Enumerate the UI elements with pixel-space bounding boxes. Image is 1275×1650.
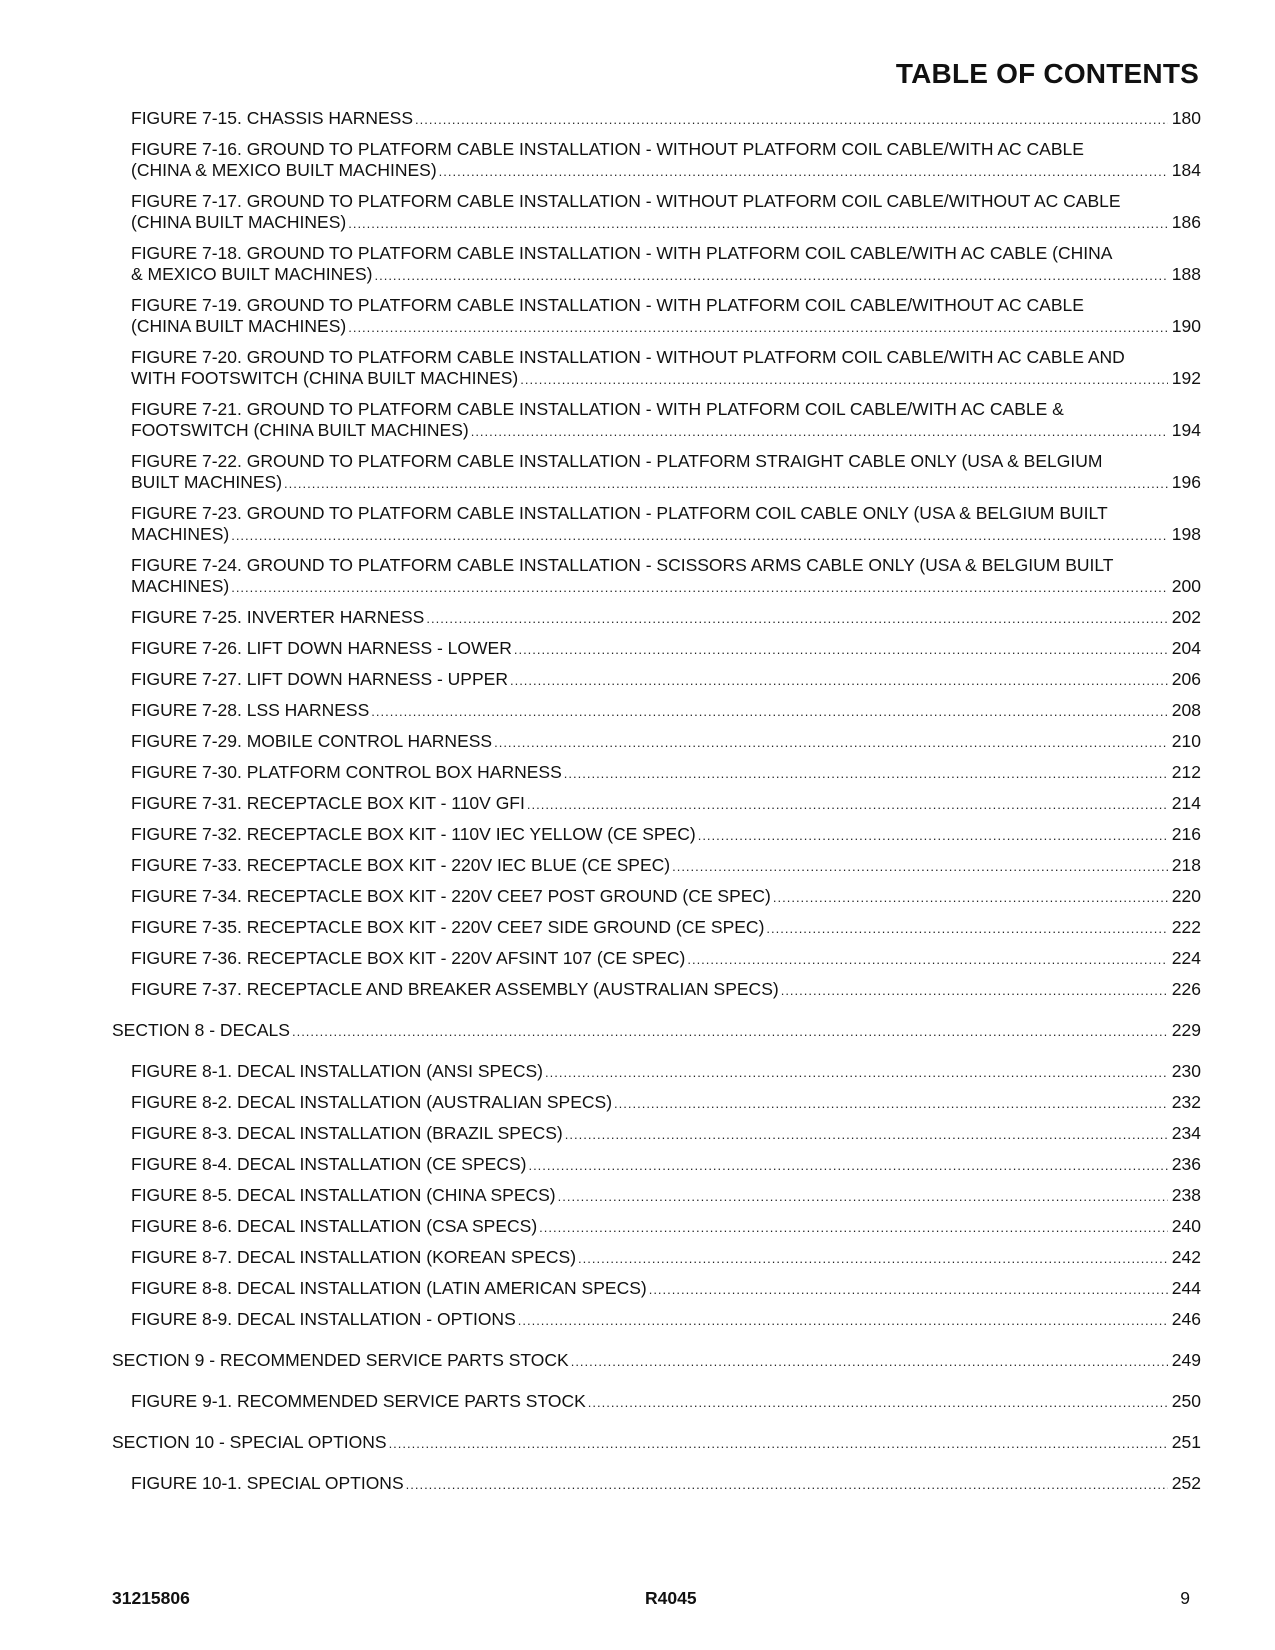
entry-title: & MEXICO BUILT MACHINES) (131, 264, 373, 284)
toc-section-entry[interactable] (112, 1020, 1201, 1042)
entry-title: FIGURE 8-4. DECAL INSTALLATION (CE SPECS) (131, 1154, 527, 1174)
entry-title: FIGURE 7-15. CHASSIS HARNESS (131, 108, 414, 128)
entry-last-line (112, 1350, 1201, 1372)
dot-leader (510, 670, 1168, 691)
entry-title: FIGURE 8-3. DECAL INSTALLATION (BRAZIL SPECS) (131, 1123, 563, 1143)
dot-leader (539, 1217, 1168, 1238)
entry-page-number: 226 (1171, 979, 1201, 999)
toc-figure-entry[interactable] (131, 638, 1201, 660)
entry-title: (CHINA BUILT MACHINES) (131, 212, 347, 232)
entry-last-line (131, 524, 1201, 546)
entry-title: FIGURE 7-31. RECEPTACLE BOX KIT - 110V GFI (131, 793, 525, 813)
toc-figure-entry[interactable] (131, 191, 1201, 234)
entry-page-number: 238 (1171, 1185, 1201, 1205)
entry-last-line (131, 855, 1201, 877)
toc-figure-entry[interactable] (131, 108, 1201, 130)
entry-last-line (131, 1154, 1201, 1176)
entry-title: BUILT MACHINES) (131, 472, 283, 492)
toc-figure-entry[interactable] (131, 1061, 1201, 1083)
toc-figure-entry[interactable] (131, 1092, 1201, 1114)
entry-last-line (131, 108, 1201, 130)
toc-figure-entry[interactable] (131, 731, 1201, 753)
toc-figure-entry[interactable] (131, 503, 1201, 546)
entry-title: FIGURE 7-27. LIFT DOWN HARNESS - UPPER (131, 669, 508, 689)
toc-figure-entry[interactable] (131, 700, 1201, 722)
entry-last-line (131, 731, 1201, 753)
entry-title: FIGURE 8-9. DECAL INSTALLATION - OPTIONS (131, 1309, 516, 1329)
entry-last-line (131, 160, 1201, 182)
entry-title: FIGURE 7-30. PLATFORM CONTROL BOX HARNESS (131, 762, 562, 782)
entry-title: FIGURE 8-1. DECAL INSTALLATION (ANSI SPECS) (131, 1061, 543, 1081)
entry-last-line (131, 979, 1201, 1001)
entry-page-number: 251 (1171, 1432, 1201, 1452)
entry-title: WITH FOOTSWITCH (CHINA BUILT MACHINES) (131, 368, 519, 388)
entry-title-line: FIGURE 7-19. GROUND TO PLATFORM CABLE INSTALLATION - WITH PLATFORM COIL CABLE/WITHOUT AC CABLE (131, 295, 1084, 315)
entry-page-number: 240 (1171, 1216, 1201, 1236)
page-title: TABLE OF CONTENTS (895, 58, 1199, 89)
entry-title: FIGURE 7-36. RECEPTACLE BOX KIT - 220V AFSINT 107 (CE SPEC) (131, 948, 686, 968)
dot-leader (528, 1155, 1167, 1176)
entry-title-line: FIGURE 7-23. GROUND TO PLATFORM CABLE INSTALLATION - PLATFORM COIL CABLE ONLY (USA & BELGIUM BUILT (131, 503, 1108, 523)
entry-title: FIGURE 8-6. DECAL INSTALLATION (CSA SPECS) (131, 1216, 538, 1236)
entry-last-line (131, 368, 1201, 390)
entry-last-line (131, 316, 1201, 338)
toc-figure-entry[interactable] (131, 917, 1201, 939)
toc-figure-entry[interactable] (131, 1123, 1201, 1145)
toc-figure-entry[interactable] (131, 793, 1201, 815)
toc-section-entry[interactable] (112, 1432, 1201, 1454)
entry-last-line (131, 917, 1201, 939)
toc-figure-entry[interactable] (131, 295, 1201, 338)
entry-title: FIGURE 7-29. MOBILE CONTROL HARNESS (131, 731, 493, 751)
entry-page-number: 210 (1171, 731, 1201, 751)
dot-leader (672, 856, 1168, 877)
entry-title: (CHINA BUILT MACHINES) (131, 316, 347, 336)
dot-leader (231, 525, 1168, 546)
dot-leader (406, 1474, 1168, 1495)
toc-figure-entry[interactable] (131, 555, 1201, 598)
dot-leader (698, 825, 1168, 846)
entry-page-number: 220 (1171, 886, 1201, 906)
dot-leader (389, 1433, 1168, 1454)
entry-last-line (131, 1473, 1201, 1495)
entry-page-number: 232 (1171, 1092, 1201, 1112)
dot-leader (773, 887, 1168, 908)
dot-leader (545, 1062, 1168, 1083)
entry-last-line (131, 886, 1201, 908)
toc-figure-entry[interactable] (131, 855, 1201, 877)
entry-page-number: 246 (1171, 1309, 1201, 1329)
dot-leader (471, 421, 1168, 442)
entry-title: FIGURE 7-28. LSS HARNESS (131, 700, 370, 720)
entry-page-number: 244 (1171, 1278, 1201, 1298)
entry-title: FIGURE 7-26. LIFT DOWN HARNESS - LOWER (131, 638, 512, 658)
toc-figure-entry[interactable] (131, 669, 1201, 691)
entry-last-line (131, 212, 1201, 234)
entry-title-line: FIGURE 7-21. GROUND TO PLATFORM CABLE INSTALLATION - WITH PLATFORM COIL CABLE/WITH AC CABLE & (131, 399, 1064, 419)
toc-figure-entry[interactable] (131, 1185, 1201, 1207)
dot-leader (766, 918, 1167, 939)
entry-title: FIGURE 8-2. DECAL INSTALLATION (AUSTRALIAN SPECS) (131, 1092, 613, 1112)
toc-figure-entry[interactable] (131, 762, 1201, 784)
entry-page-number: 190 (1171, 316, 1201, 336)
entry-title: FIGURE 7-35. RECEPTACLE BOX KIT - 220V CEE7 SIDE GROUND (CE SPEC) (131, 917, 765, 937)
toc-figure-entry[interactable] (131, 139, 1201, 182)
entry-title: FOOTSWITCH (CHINA BUILT MACHINES) (131, 420, 469, 440)
toc-figure-entry[interactable] (131, 1154, 1201, 1176)
dot-leader (571, 1351, 1168, 1372)
dot-leader (578, 1248, 1168, 1269)
entry-title: FIGURE 7-32. RECEPTACLE BOX KIT - 110V IEC YELLOW (CE SPEC) (131, 824, 696, 844)
entry-page-number: 200 (1171, 576, 1201, 596)
dot-leader (558, 1186, 1168, 1207)
entry-page-number: 229 (1171, 1020, 1201, 1040)
entry-page-number: 188 (1171, 264, 1201, 284)
entry-page-number: 186 (1171, 212, 1201, 232)
entry-last-line (131, 1247, 1201, 1269)
entry-page-number: 196 (1171, 472, 1201, 492)
dot-leader (371, 701, 1168, 722)
entry-title-line: FIGURE 7-16. GROUND TO PLATFORM CABLE INSTALLATION - WITHOUT PLATFORM COIL CABLE/WITH AC CABLE (131, 139, 1084, 159)
entry-page-number: 252 (1171, 1473, 1201, 1493)
dot-leader (520, 369, 1168, 390)
entry-page-number: 242 (1171, 1247, 1201, 1267)
toc-figure-entry[interactable] (131, 1309, 1201, 1331)
entry-page-number: 222 (1171, 917, 1201, 937)
entry-page-number: 204 (1171, 638, 1201, 658)
entry-title-line: FIGURE 7-17. GROUND TO PLATFORM CABLE INSTALLATION - WITHOUT PLATFORM COIL CABLE/WITHOUT AC CABLE (131, 191, 1121, 211)
entry-page-number: 214 (1171, 793, 1201, 813)
entry-last-line (131, 1092, 1201, 1114)
dot-leader (426, 608, 1167, 629)
toc-figure-entry[interactable] (131, 607, 1201, 629)
dot-leader (374, 265, 1167, 286)
entry-page-number: 212 (1171, 762, 1201, 782)
entry-last-line (131, 793, 1201, 815)
toc-figure-entry[interactable] (131, 824, 1201, 846)
toc-figure-entry[interactable] (131, 1473, 1201, 1495)
dot-leader (439, 161, 1168, 182)
entry-last-line (131, 638, 1201, 660)
dot-leader (494, 732, 1168, 753)
dot-leader (518, 1310, 1168, 1331)
entry-last-line (131, 607, 1201, 629)
entry-page-number: 236 (1171, 1154, 1201, 1174)
entry-last-line (131, 1185, 1201, 1207)
toc-figure-entry[interactable] (131, 243, 1201, 286)
entry-page-number: 230 (1171, 1061, 1201, 1081)
entry-last-line (131, 1278, 1201, 1300)
dot-leader (348, 213, 1168, 234)
entry-last-line (131, 1309, 1201, 1331)
dot-leader (231, 577, 1168, 598)
entry-last-line (112, 1020, 1201, 1042)
entry-page-number: 180 (1171, 108, 1201, 128)
entry-page-number: 208 (1171, 700, 1201, 720)
entry-last-line (131, 576, 1201, 598)
dot-leader (527, 794, 1168, 815)
entry-title: FIGURE 7-33. RECEPTACLE BOX KIT - 220V IEC BLUE (CE SPEC) (131, 855, 671, 875)
entry-last-line (131, 1061, 1201, 1083)
entry-last-line (131, 762, 1201, 784)
entry-title: FIGURE 8-5. DECAL INSTALLATION (CHINA SPECS) (131, 1185, 556, 1205)
entry-page-number: 249 (1171, 1350, 1201, 1370)
toc-figure-entry[interactable] (131, 451, 1201, 494)
entry-title-line: FIGURE 7-22. GROUND TO PLATFORM CABLE INSTALLATION - PLATFORM STRAIGHT CABLE ONLY (USA & BELGIUM (131, 451, 1103, 471)
entry-page-number: 202 (1171, 607, 1201, 627)
entry-page-number: 224 (1171, 948, 1201, 968)
entry-page-number: 192 (1171, 368, 1201, 388)
footer-doc-number: 31215806 (112, 1588, 190, 1608)
entry-title: FIGURE 7-25. INVERTER HARNESS (131, 607, 425, 627)
entry-last-line (131, 264, 1201, 286)
footer-page-number: 9 (1180, 1588, 1190, 1608)
dot-leader (348, 317, 1168, 338)
entry-page-number: 250 (1171, 1391, 1201, 1411)
dot-leader (614, 1093, 1168, 1114)
toc-figure-entry[interactable] (131, 1278, 1201, 1300)
toc-figure-entry[interactable] (131, 886, 1201, 908)
entry-page-number: 184 (1171, 160, 1201, 180)
dot-leader (588, 1392, 1168, 1413)
entry-title: (CHINA & MEXICO BUILT MACHINES) (131, 160, 437, 180)
entry-title: FIGURE 8-8. DECAL INSTALLATION (LATIN AMERICAN SPECS) (131, 1278, 647, 1298)
entry-last-line (131, 824, 1201, 846)
toc-figure-entry[interactable] (131, 347, 1201, 390)
entry-title: FIGURE 10-1. SPECIAL OPTIONS (131, 1473, 404, 1493)
toc-section-entry[interactable] (112, 1350, 1201, 1372)
table-of-contents (0, 108, 1275, 1495)
toc-figure-entry[interactable] (131, 979, 1201, 1001)
dot-leader (415, 109, 1168, 130)
entry-title: FIGURE 7-34. RECEPTACLE BOX KIT - 220V CEE7 POST GROUND (CE SPEC) (131, 886, 771, 906)
entry-title-line: FIGURE 7-18. GROUND TO PLATFORM CABLE INSTALLATION - WITH PLATFORM COIL CABLE/WITH AC CABLE (CHINA (131, 243, 1113, 263)
footer-model: R4045 (645, 1588, 697, 1608)
entry-last-line (131, 1391, 1201, 1413)
toc-figure-entry[interactable] (131, 399, 1201, 442)
entry-last-line (131, 1123, 1201, 1145)
entry-last-line (131, 700, 1201, 722)
entry-last-line (131, 669, 1201, 691)
entry-title: MACHINES) (131, 576, 230, 596)
entry-last-line (131, 948, 1201, 970)
dot-leader (565, 1124, 1168, 1145)
entry-title: SECTION 8 - DECALS (112, 1020, 290, 1040)
entry-last-line (131, 1216, 1201, 1238)
entry-title-line: FIGURE 7-20. GROUND TO PLATFORM CABLE INSTALLATION - WITHOUT PLATFORM COIL CABLE/WITH AC CABLE AND (131, 347, 1125, 367)
dot-leader (564, 763, 1168, 784)
entry-title: FIGURE 9-1. RECOMMENDED SERVICE PARTS STOCK (131, 1391, 586, 1411)
dot-leader (292, 1021, 1168, 1042)
dot-leader (781, 980, 1168, 1001)
entry-page-number: 234 (1171, 1123, 1201, 1143)
entry-last-line (112, 1432, 1201, 1454)
entry-page-number: 206 (1171, 669, 1201, 689)
entry-title: FIGURE 8-7. DECAL INSTALLATION (KOREAN SPECS) (131, 1247, 577, 1267)
toc-figure-entry[interactable] (131, 1391, 1201, 1413)
toc-figure-entry[interactable] (131, 1216, 1201, 1238)
entry-page-number: 216 (1171, 824, 1201, 844)
entry-page-number: 194 (1171, 420, 1201, 440)
entry-title: SECTION 10 - SPECIAL OPTIONS (112, 1432, 387, 1452)
entry-title: MACHINES) (131, 524, 230, 544)
toc-figure-entry[interactable] (131, 1247, 1201, 1269)
dot-leader (649, 1279, 1168, 1300)
entry-last-line (131, 472, 1201, 494)
toc-figure-entry[interactable] (131, 948, 1201, 970)
entry-title: SECTION 9 - RECOMMENDED SERVICE PARTS STOCK (112, 1350, 569, 1370)
entry-page-number: 218 (1171, 855, 1201, 875)
dot-leader (514, 639, 1168, 660)
entry-title: FIGURE 7-37. RECEPTACLE AND BREAKER ASSEMBLY (AUSTRALIAN SPECS) (131, 979, 779, 999)
dot-leader (687, 949, 1167, 970)
entry-page-number: 198 (1171, 524, 1201, 544)
entry-title-line: FIGURE 7-24. GROUND TO PLATFORM CABLE INSTALLATION - SCISSORS ARMS CABLE ONLY (USA & BELGIUM BUILT (131, 555, 1114, 575)
dot-leader (284, 473, 1168, 494)
entry-last-line (131, 420, 1201, 442)
